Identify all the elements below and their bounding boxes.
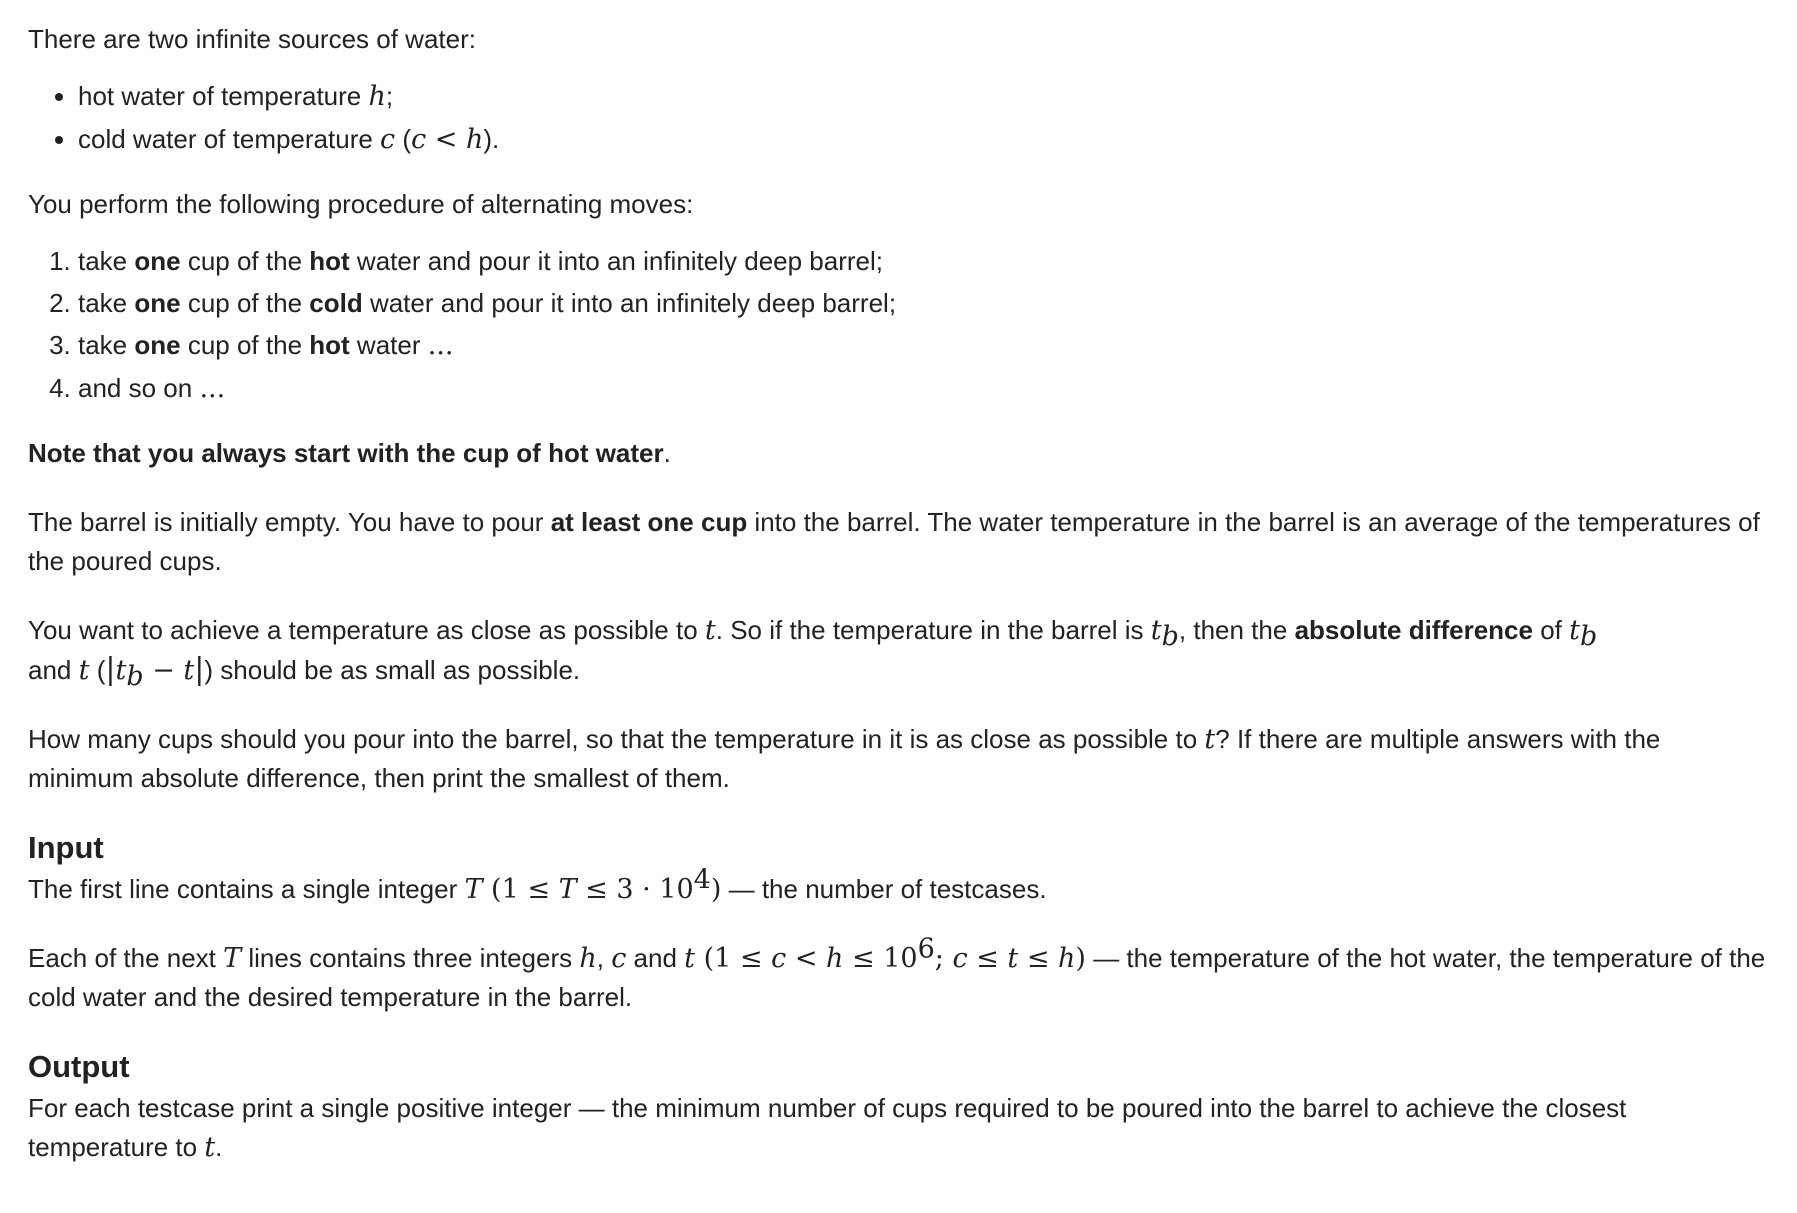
output-paragraph: For each testcase print a single positive integer — the minimum number of cups required to be poured into the barrel to achieve the closest temperature to t. [28, 1093, 1627, 1163]
barrel-paragraph: The barrel is initially empty. You have to pour at least one cup into the barrel. The water temperature in the barrel is an average of the temperatures of the poured cups. [28, 507, 1760, 576]
step-item: 3. take one cup of the hot water ... [78, 324, 1769, 367]
procedure-intro: You perform the following procedure of alternating moves: [28, 189, 694, 219]
step-item: 2. take one cup of the cold water and pour it into an infinitely deep barrel; [78, 282, 1769, 324]
achieve-paragraph: You want to achieve a temperature as close as possible to t. So if the temperature in the barrel is $t_b$, then the absolute difference of $t_b$ and t $(|t_b - t|)$ should be as small as possible. [28, 615, 1598, 693]
step-item: 4. and so on ... [78, 367, 1769, 410]
list-item-hot: • hot water of temperature h; [78, 75, 1769, 118]
intro-text: There are two infinite sources of water: [28, 24, 476, 54]
step-item: 1. take one cup of the hot water and pour it into an infinitely deep barrel; [78, 240, 1769, 282]
input-line-1: The first line contains a single integer T $(1 \le T \le 3 \cdot 10^4)$ — the number of testcases. [28, 864, 1047, 905]
procedure-steps [28, 240, 1769, 410]
list-item-cold: • cold water of temperature c (c < h). [78, 118, 1769, 161]
water-sources-list [28, 75, 1769, 161]
input-line-2: Each of the next T lines contains three integers h, c and t ($1 \le c < h \le 10^6$; c ≤ t ≤ h) — the temperature of the hot water, the temperature of the cold water and the desired temperature in the barrel. [28, 933, 1766, 1012]
note-paragraph: Note that you always start with the cup of hot water. [28, 438, 671, 468]
input-heading: Input [28, 830, 104, 865]
output-heading: Output [28, 1049, 130, 1084]
question-paragraph: How many cups should you pour into the barrel, so that the temperature in it is as close as possible to t? If there are multiple answers with the minimum absolute difference, then print the smallest of them. [28, 724, 1661, 793]
